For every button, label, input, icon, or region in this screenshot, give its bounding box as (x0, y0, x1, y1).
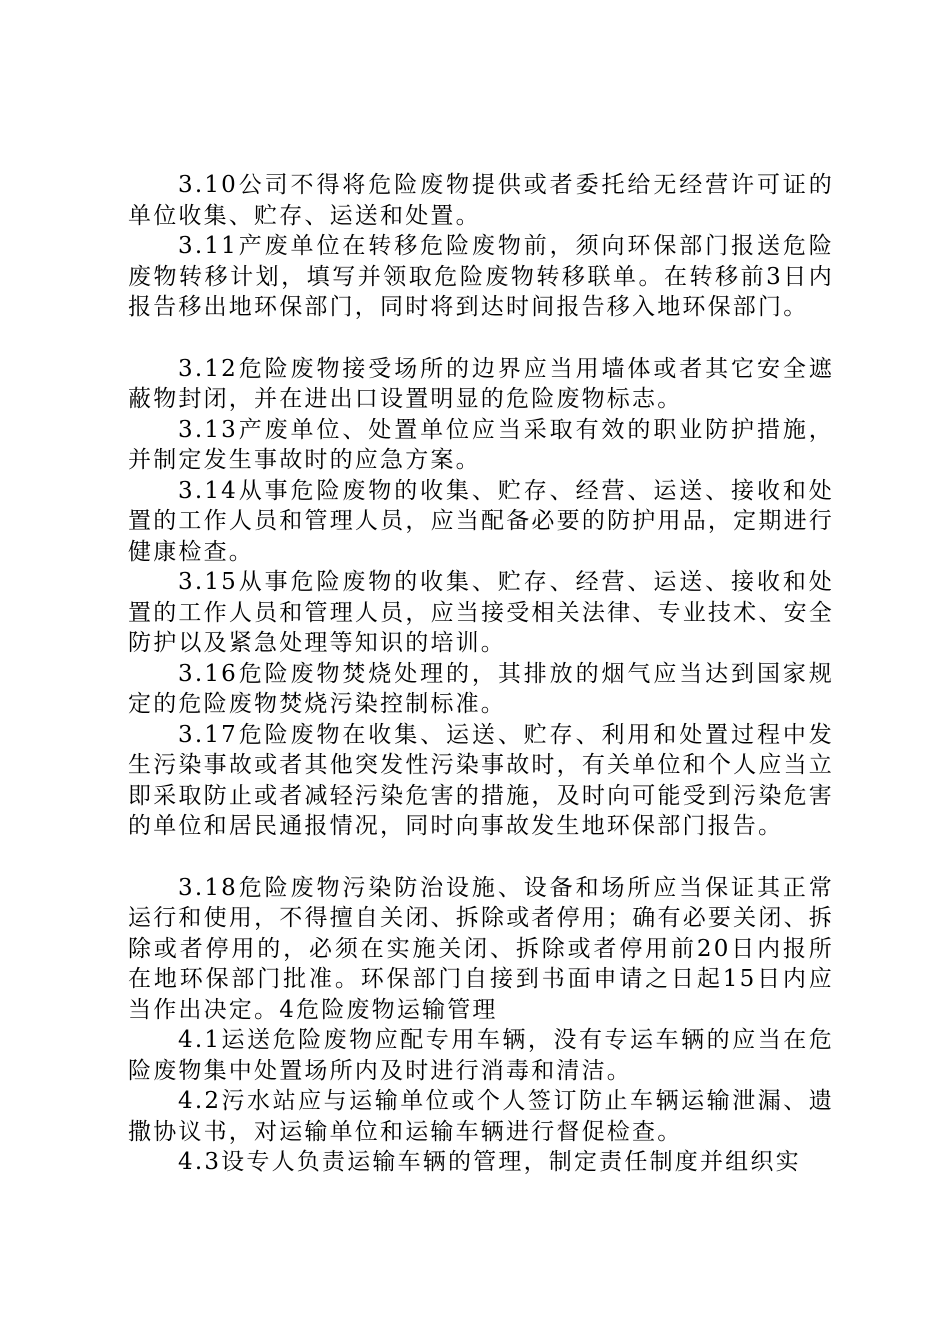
paragraph-3-18: 3.18危险废物污染防治设施、设备和场所应当保证其正常运行和使用，不得擅自关闭、拆除或者停用；确有必要关闭、拆除或者停用的，必须在实施关闭、拆除或者停用前20日内报所在地环保部门批准。环保部门自接到书面申请之日起15日内应当作出决定。4危险废物运输管理 (128, 874, 834, 1023)
paragraph-gap (128, 842, 834, 873)
paragraph-4-1: 4.1运送危险废物应配专用车辆，没有专运车辆的应当在危险废物集中处置场所内及时进行消毒和清洁。 (128, 1027, 834, 1084)
paragraph-3-13: 3.13产废单位、处置单位应当采取有效的职业防护措施，并制定发生事故时的应急方案。 (128, 416, 834, 473)
paragraph-3-12: 3.12危险废物接受场所的边界应当用墙体或者其它安全遮蔽物封闭，并在进出口设置明显的危险废物标志。 (128, 355, 834, 412)
paragraph-3-11: 3.11产废单位在转移危险废物前，须向环保部门报送危险废物转移计划，填写并领取危险废物转移联单。在转移前3日内报告移出地环保部门，同时将到达时间报告移入地环保部门。 (128, 233, 834, 320)
document-body (128, 170, 834, 1178)
paragraph-3-17: 3.17危险废物在收集、运送、贮存、利用和处置过程中发生污染事故或者其他突发性污染事故时，有关单位和个人应当立即采取防止或者减轻污染危害的措施，及时向可能受到污染危害的单位和居民通报情况，同时向事故发生地环保部门报告。 (128, 721, 834, 839)
paragraph-3-10: 3.10公司不得将危险废物提供或者委托给无经营许可证的单位收集、贮存、运送和处置。 (128, 172, 834, 229)
paragraph-4-3: 4.3设专人负责运输车辆的管理，制定责任制度并组织实 (178, 1149, 801, 1175)
paragraph-4-2: 4.2污水站应与运输单位或个人签订防止车辆运输泄漏、遗撒协议书，对运输单位和运输车辆进行督促检查。 (128, 1088, 834, 1145)
paragraph-gap (128, 323, 834, 354)
paragraph-3-16: 3.16危险废物焚烧处理的，其排放的烟气应当达到国家规定的危险废物焚烧污染控制标准。 (128, 660, 834, 717)
paragraph-3-14: 3.14从事危险废物的收集、贮存、经营、运送、接收和处置的工作人员和管理人员，应当配备必要的防护用品，定期进行健康检查。 (128, 477, 834, 565)
paragraph-3-15: 3.15从事危险废物的收集、贮存、经营、运送、接收和处置的工作人员和管理人员，应当接受相关法律、专业技术、安全防护以及紧急处理等知识的培训。 (128, 569, 834, 656)
